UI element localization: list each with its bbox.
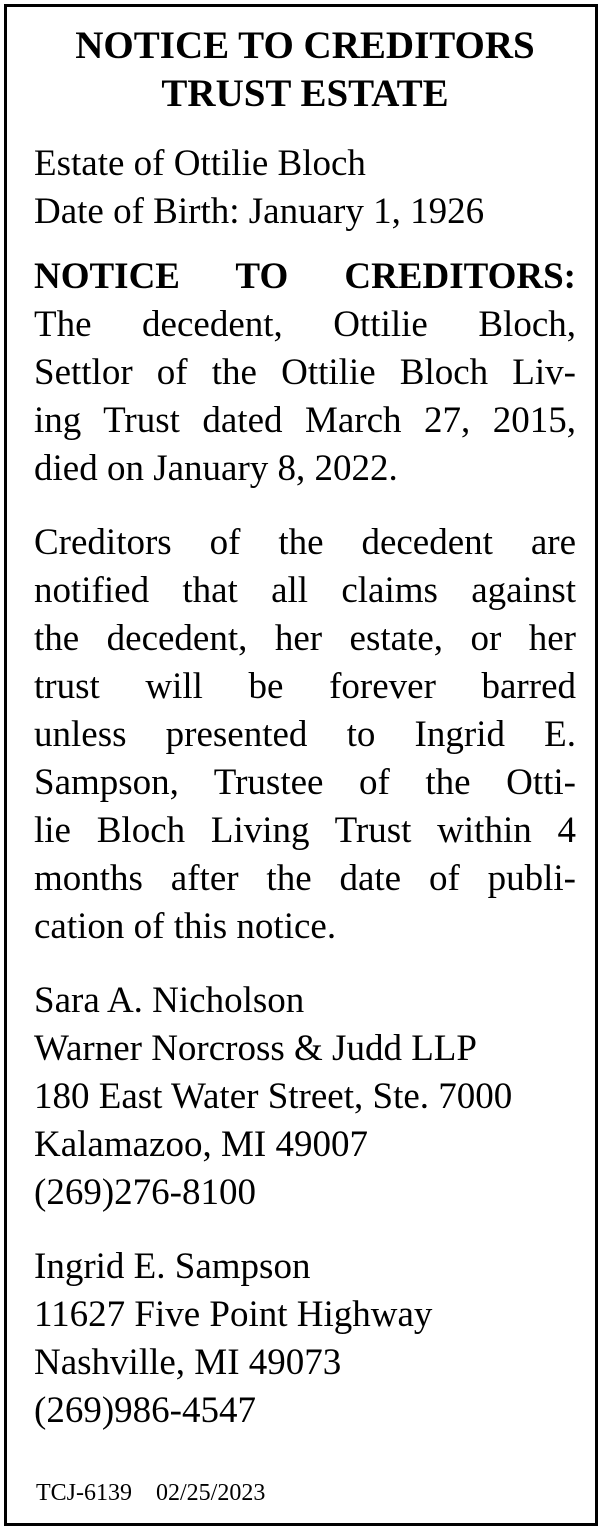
attorney-name: Sara A. Nicholson [34, 980, 305, 1021]
publication-footer [36, 1478, 265, 1508]
title-line-1: NOTICE TO CREDITORS [75, 24, 535, 67]
creditors-paragraph [34, 519, 576, 951]
creditors-line: Creditors of the decedent are [34, 522, 576, 563]
creditors-line: lie Bloch Living Trust within 4 [34, 810, 576, 851]
attorney-firm: Warner Norcross & Judd LLP [34, 1028, 477, 1069]
attorney-street: 180 East Water Street, Ste. 7000 [34, 1076, 513, 1117]
creditors-line: months after the date of publi- [34, 858, 576, 899]
attorney-phone: (269)276-8100 [34, 1172, 256, 1213]
notice-line: ing Trust dated March 27, 2015, [34, 400, 576, 441]
creditors-line: unless presented to Ingrid E. [34, 714, 576, 755]
notice-heading: NOTICE TO CREDITORS: [34, 256, 576, 297]
notice-content [34, 22, 576, 1435]
estate-dob: Date of Birth: January 1, 1926 [34, 191, 485, 232]
attorney-city: Kalamazoo, MI 49007 [34, 1124, 368, 1165]
notice-line: died on January 8, 2022. [34, 448, 398, 489]
creditors-line: notified that all claims against [34, 570, 576, 611]
notice-code: TCJ-6139 [36, 1480, 132, 1506]
estate-info [34, 140, 576, 236]
attorney-block [34, 977, 576, 1217]
title-line-2: TRUST ESTATE [161, 72, 449, 115]
trustee-block [34, 1243, 576, 1435]
trustee-phone: (269)986-4547 [34, 1390, 256, 1431]
estate-name: Estate of Ottilie Bloch [34, 143, 366, 184]
notice-title [34, 22, 576, 118]
notice-paragraph [34, 253, 576, 493]
trustee-name: Ingrid E. Sampson [34, 1246, 311, 1287]
notice-line: The decedent, Ottilie Bloch, [34, 304, 576, 345]
creditors-line: Sampson, Trustee of the Otti- [34, 762, 576, 803]
trustee-city: Nashville, MI 49073 [34, 1342, 342, 1383]
creditors-line: trust will be forever barred [34, 666, 576, 707]
creditors-line: the decedent, her estate, or her [34, 618, 576, 659]
trustee-street: 11627 Five Point Highway [34, 1294, 433, 1335]
publication-date: 02/25/2023 [156, 1480, 266, 1506]
creditors-line: cation of this notice. [34, 906, 337, 947]
notice-line: Settlor of the Ottilie Bloch Liv- [34, 352, 576, 393]
